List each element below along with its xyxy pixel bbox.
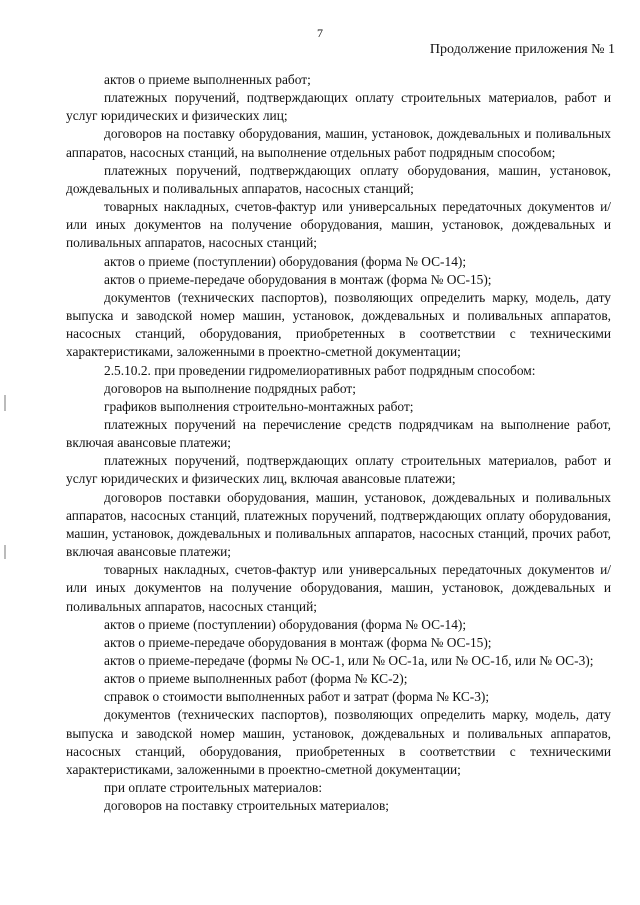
appendix-continuation-label: Продолжение приложения № 1 [429,42,615,57]
paragraph: договоров на выполнение подрядных работ; [104,380,356,396]
paragraph: платежных поручений, подтверждающих оплату строительных материалов, работ и услуг юридических и физических лиц; [66,90,611,124]
paragraph: договоров на поставку строительных материалов; [104,798,390,814]
paragraph: справок о стоимости выполненных работ и затрат (форма № КС-3); [104,689,490,705]
paragraph: договоров на поставку оборудования, машин, установок, дождевальных и поливальных аппаратов, насосных станций, на выполнение отдельных работ подрядным способом; [66,126,611,160]
paragraph: платежных поручений, подтверждающих оплату строительных материалов, работ и услуг юридических и физических лиц, включая авансовые платежи; [66,453,611,487]
paragraph: актов о приеме-передаче оборудования в монтаж (форма № ОС-15); [104,634,492,650]
paragraph: актов о приеме (поступлении) оборудования (форма № ОС-14); [104,253,467,269]
scan-margin-mark [4,395,6,411]
paragraph: при оплате строительных материалов: [104,780,323,796]
paragraph: товарных накладных, счетов-фактур или универсальных передаточных документов и/или иных документов на получение оборудования, машин, установок, дождевальных и поливальных аппаратов, насосных станций; [66,562,611,614]
scan-margin-mark [4,545,6,559]
paragraph: договоров поставки оборудования, машин, установок, дождевальных и поливальных аппаратов, насосных станций, платежных поручений, подтверждающих оплату оборудования, машин, установок, дождевальных и поливальных аппаратов, насосных станций, прочих работ, включая авансовые платежи; [66,489,611,560]
paragraph: документов (технических паспортов), позволяющих определить марку, модель, дату выпуска и заводской номер машин, установок, дождевальных и поливальных аппаратов, насосных станций, оборудования, приобретенных в соответствии с техническими характеристиками, заложенными в проектно-сметной документации; [66,289,611,360]
paragraph: актов о приеме-передаче оборудования в монтаж (форма № ОС-15); [104,271,492,287]
paragraph: платежных поручений на перечисление средств подрядчикам на выполнение работ, включая авансовые платежи; [66,416,611,451]
paragraph: актов о приеме (поступлении) оборудования (форма № ОС-14); [104,616,467,632]
paragraph: документов (технических паспортов), позволяющих определить марку, модель, дату выпуска и заводской номер машин, установок, дождевальных и поливальных аппаратов, насосных станций, оборудования, приобретенных в соответствии с техническими характеристиками, заложенными в проектно-сметной документации; [66,707,611,777]
paragraph: актов о приеме-передаче (формы № ОС-1, или № ОС-1а, или № ОС-1б, или № ОС-3); [104,653,594,668]
paragraph: актов о приеме выполненных работ; [104,72,311,87]
paragraph: платежных поручений, подтверждающих оплату оборудования, машин, установок, дождевальных и поливальных аппаратов, насосных станций; [66,162,611,196]
page-number: 7 [317,26,323,40]
document-body [66,71,611,815]
paragraph: товарных накладных, счетов-фактур или универсальных передаточных документов и/или иных документов на получение оборудования, машин, установок, дождевальных и поливальных аппаратов, насосных станций; [66,199,611,251]
paragraph: актов о приеме выполненных работ (форма № КС-2); [104,671,408,687]
section-heading-2-5-10-2: 2.5.10.2. при проведении гидромелиоративных работ подрядным способом: [104,362,536,378]
paragraph: графиков выполнения строительно-монтажных работ; [104,398,414,414]
